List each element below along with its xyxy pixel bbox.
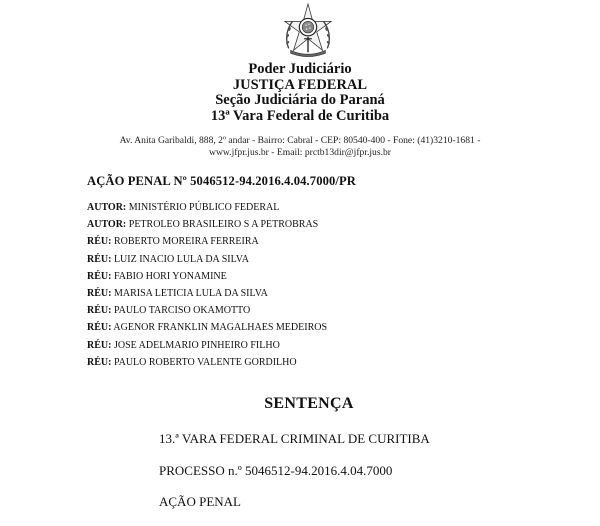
party-name: JOSE ADELMARIO PINHEIRO FILHO (113, 339, 280, 351)
party-role: RÉU: (87, 270, 112, 282)
party-row (87, 233, 327, 250)
party-row (87, 285, 327, 302)
party-name: AGENOR FRANKLIN MAGALHAES MEDEIROS (113, 322, 328, 334)
party-row (87, 216, 327, 233)
party-role: RÉU: (87, 339, 112, 351)
header-line-judiciary: Poder Judiciário (248, 61, 352, 77)
sentence-heading: SENTENÇA (264, 395, 354, 412)
party-row (87, 268, 327, 285)
party-name: PETROLEO BRASILEIRO S A PETROBRAS (128, 219, 319, 231)
process-number-line: PROCESSO n.º 5046512-94.2016.4.04.7000 (159, 462, 393, 478)
party-row (87, 319, 327, 336)
party-role: AUTOR: (87, 219, 127, 231)
sentence-body (159, 431, 430, 526)
parties-list (87, 199, 327, 371)
party-role: AUTOR: (87, 202, 127, 213)
header-line-federal-court: 13ª Vara Federal de Curitiba (210, 107, 390, 124)
party-name: FABIO HORI YONAMINE (113, 270, 227, 282)
header-line-judicial-section: Seção Judiciária do Paraná (215, 92, 385, 108)
court-name-line: 13.ª VARA FEDERAL CRIMINAL DE CURITIBA (159, 431, 430, 446)
court-header (0, 62, 600, 124)
party-name: LUIZ INACIO LULA DA SILVA (113, 253, 249, 265)
party-name: PAULO ROBERTO VALENTE GORDILHO (113, 356, 297, 368)
party-name: MARISA LETICIA LULA DA SILVA (113, 287, 268, 299)
party-row (87, 199, 327, 216)
party-name: MINISTÉRIO PÚBLICO FEDERAL (128, 202, 280, 213)
party-role: RÉU: (87, 287, 112, 299)
address-line-1: Av. Anita Garibaldi, 888, 2º andar - Bairro: Cabral - CEP: 80540-400 - Fone: (41)3210-1681 - (119, 135, 481, 146)
party-role: RÉU: (87, 236, 112, 248)
header-line-federal-justice: JUSTIÇA FEDERAL (232, 76, 368, 93)
party-name: PAULO TARCISO OKAMOTTO (113, 305, 251, 317)
party-row (87, 337, 327, 354)
party-role: RÉU: (87, 356, 112, 368)
case-title: AÇÃO PENAL Nº 5046512-94.2016.4.04.7000/PR (87, 174, 356, 188)
party-row (87, 251, 327, 268)
brazil-coat-of-arms-icon (279, 2, 337, 60)
party-role: RÉU: (87, 305, 112, 317)
address-line-2: www.jfpr.jus.br - Email: prctb13dir@jfpr.jus.br (209, 147, 391, 158)
action-type-line: AÇÃO PENAL (159, 494, 241, 509)
party-role: RÉU: (87, 253, 112, 265)
party-row (87, 354, 327, 371)
court-address (0, 135, 600, 159)
party-name: ROBERTO MOREIRA FERREIRA (113, 236, 259, 248)
party-row (87, 302, 327, 319)
party-role: RÉU: (87, 322, 112, 334)
